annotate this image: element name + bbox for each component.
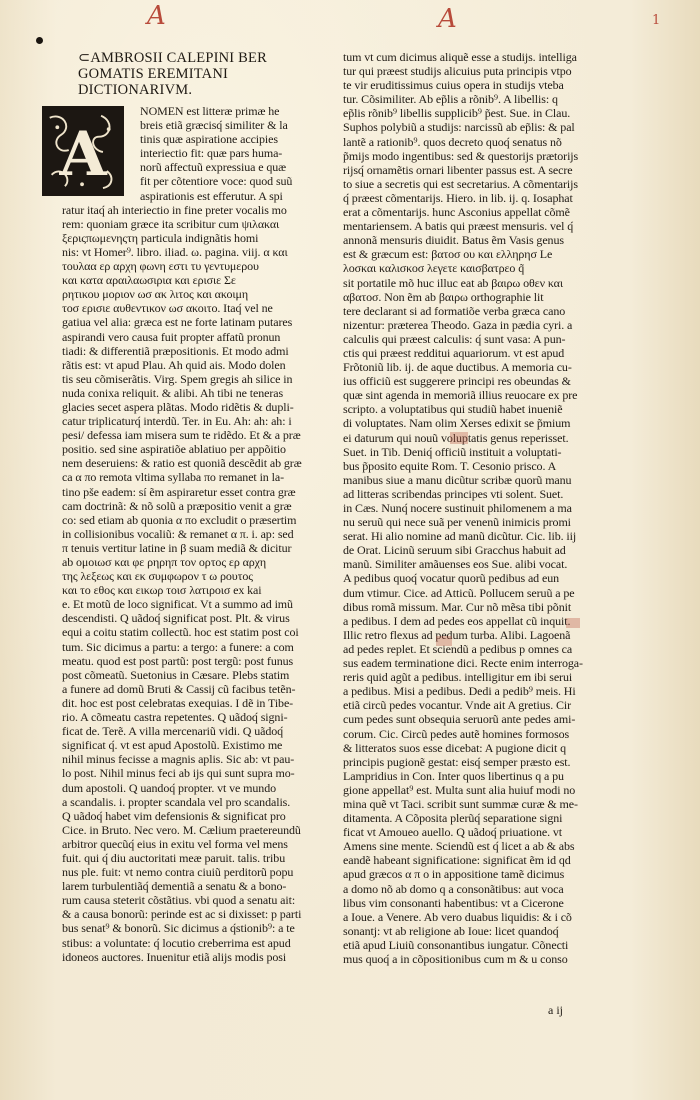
- text-line: larem turbulentiãq́ dementiã a senatu & a bono-: [62, 879, 287, 894]
- text-line: tum vt cum dicimus aliquẽ esse a studijs. intelliga: [343, 50, 577, 64]
- text-line: p̃mijs modo ingentibus: sed & questorijs prætorijs: [343, 148, 579, 163]
- text-line: fit per cõtentiore voce: quod suũ: [140, 174, 293, 189]
- text-line: bus p̃posito equite Rom. T. Cesonio prisco. A: [343, 458, 557, 473]
- text-line: & a causa bonorũ: perinde est ac si dixisset: p parti: [62, 907, 302, 922]
- text-line: eandẽ habeant significatione: significat ẽm id qd: [343, 853, 571, 868]
- ink-touch: [450, 432, 468, 444]
- text-line: gatiua vel alia: græca est ne forte latinam putares: [62, 315, 293, 330]
- text-line: ei daturum qui nouũ voluptatis genus reperisset.: [343, 430, 569, 445]
- text-line: ad pedes replet. Et sciendũ a pedibus p omnes ca: [343, 641, 573, 656]
- left-text-block: [62, 104, 310, 964]
- text-line: lantẽ a rationib⁹. quos decreto quoq́ senatus nõ: [343, 134, 562, 149]
- text-line: principis pugionẽ gestat: eisq́ semper præsto est.: [343, 754, 571, 769]
- text-line: serat. Hi alio nomine ad manũ dicũtur. Cic. lib. iij: [343, 529, 577, 544]
- text-line: scripto. a voluptatibus qui studiũ habet inueniẽ: [343, 402, 563, 417]
- ink-touch: [436, 636, 452, 646]
- text-line: ditamenta. A Cõposita plerũq́ separatione signi: [343, 811, 563, 826]
- text-line: nem deseruiens: & ratio est quoniã descẽdit ab græ: [62, 456, 302, 471]
- text-line: tur. Cõsimiliter. Ab ep̃lis a rõnib⁹. A libellis: q: [343, 92, 558, 107]
- text-line: A pedibus quoq́ vocatur quorũ pedibus ad eun: [343, 571, 559, 586]
- text-line: q́ præest cõmentarijs. Hiero. in lib. ij. q. Iosaphat: [343, 190, 573, 205]
- text-line: ad litteras scribendas principes vti solent. Suet.: [343, 486, 564, 501]
- text-line: co: sed etiam ab quonia α πο excludit o præsertim: [62, 512, 297, 527]
- text-line: idoneos auctores. Inuenitur etiã alijs modis posi: [62, 949, 287, 964]
- text-line: & litteratos suos esse dicebat: A pugione dicit q: [343, 740, 567, 755]
- title-line-2: GOMATIS EREMITANI: [78, 66, 229, 82]
- text-line: mentariensem. A batis qui præest mensuris. vel q́: [343, 219, 574, 234]
- text-line: ficat de. Terẽ. A villa mercenariũ vidi. Q uãdoq́: [62, 724, 284, 739]
- text-line: a pedibus. Misi a pedibus. Dedi a pedib⁹ meis. Hi: [343, 684, 576, 699]
- text-line: Suphos polybiũ a studijs: narcissũ ab ep̃lis: & pal: [343, 120, 575, 135]
- text-line: norũ affectuũ expressiua e quæ: [140, 160, 287, 175]
- text-line: tis seu cõmiserãtis. Virg. Spem gregis ah silice in: [62, 371, 293, 386]
- text-line: dum apostoli. Q uandoq́ propter. vt ve mundo: [62, 780, 277, 795]
- text-line: tinis quæ aspiratione accipies: [140, 132, 278, 147]
- text-line: reris quid agũt a pedibus. intelligitur em ibi serui: [343, 670, 573, 685]
- text-line: nis: vt Homer⁹. libro. iliad. ω. pagina. viij. α και: [62, 244, 288, 259]
- text-line: stibus: a voluntate: q́ locutio creberrima est apud: [62, 935, 291, 950]
- text-line: τοσ ερισιε αυθεντικον ωσ ακοιτο. Itaq́ vel ne: [62, 301, 273, 316]
- text-line: de Orat. Licinũ seruum sibi Gracchus habuit ad: [343, 543, 566, 558]
- title-block: [78, 50, 310, 98]
- text-line: aspirandi vero causa fuit propter affatũ pronun: [62, 329, 281, 344]
- text-line: manibus siue a manu dicũtur scribæ quorũ manu: [343, 472, 572, 487]
- text-line: ab ομοιωσ και φε ρηρηπ τον ορτος ερ αρχη: [62, 555, 267, 569]
- text-line: Illic retro flexus ad pedum turba. Alibi. Lagoenã: [343, 627, 571, 642]
- text-line: etiã circũ pedes vocantur. Vnde ait A gretius. Cir: [343, 698, 572, 713]
- text-line: sonantj: vt ab religione ab Ioue: licet quandoq́: [343, 923, 559, 938]
- text-line: ρητικου μοριον ωσ ακ λιτος και ακοιμη: [62, 287, 249, 302]
- text-line: dum vtimur. Cice. ad Atticũ. Pollucem seruũ a pe: [343, 585, 575, 600]
- text-line: libus vim consonanti habentibus: vt a Cicerone: [343, 895, 564, 910]
- text-line: positio. sed sine aspiratiõe ablatiuo per appõitio: [62, 442, 286, 457]
- text-line: και κατα αραιλαωσιρια και ερισιε Σε: [62, 273, 236, 288]
- text-line: gione appellat⁹ est. Multa sunt alia huiuf modi no: [343, 782, 576, 797]
- right-column: [343, 50, 634, 966]
- text-line: equi a coitu statim collectũ. hoc est statim post coi: [62, 625, 299, 640]
- text-line: ξεριςπωμενηςτη particula indignãtis homi: [62, 230, 259, 245]
- folio-mark: 1: [652, 13, 661, 28]
- text-line: te vir eruditissimus cuius opera in studijs vteba: [343, 78, 564, 93]
- text-line: sit portatile mõ huc illuc eat ab βαιρω οθεν και: [343, 275, 564, 290]
- text-line: di voluptates. Nam olim Xerses edixit se p̃mium: [343, 416, 571, 431]
- text-line: significat q́. vt est apud Apostolũ. Existimo me: [62, 738, 283, 753]
- text-line: meatu. quod est post partũ: post tergũ: post funus: [62, 653, 294, 668]
- ink-touch: [566, 618, 580, 628]
- text-line: a domo nõ ab domo q a consonãtibus: aut voca: [343, 881, 564, 896]
- text-line: ficat vt Amoueo auello. Q uãdoq́ priuatione. vt: [343, 825, 563, 840]
- text-line: e. Et motũ de loco significat. Vt a summo ad imũ: [62, 597, 293, 612]
- text-line: descendisti. Q uãdoq́ significat post. Plt. & virus: [62, 611, 290, 626]
- text-line: etiã apud Liuiũ consonantibus iungatur. Cõnecti: [343, 937, 569, 952]
- signature-mark: a ij: [548, 1003, 563, 1017]
- text-line: cum pedes sunt obsequia seruorũ ante pedes ami-: [343, 712, 576, 727]
- text-line: nizentur: præterea Theodo. Gaza in pædia cyri. a: [343, 317, 573, 332]
- text-line: lo post. Nihil minus feci ab ijs qui sunt supra mo-: [62, 766, 295, 781]
- text-line: a scandalis. i. propter scandala vel pro scandalis.: [62, 794, 291, 809]
- text-line: Frõtoniũ lib. ij. de aque ductibus. A memoria cu-: [343, 360, 572, 375]
- decorated-initial-graphic: [44, 108, 122, 194]
- text-line: Cice. in Bruto. Nec vero. M. Cælium praetereundũ: [62, 822, 301, 837]
- text-line: mina quẽ vt Taci. scribit sunt summæ curæ & me-: [343, 796, 578, 811]
- text-line: to siue a secretis qui est secretarius. A cõmentarijs: [343, 176, 578, 191]
- initial-letter: A: [59, 118, 107, 190]
- text-line: erat a cõmentarijs. hunc Asconius appellat cõmẽ: [343, 205, 570, 220]
- text-line: τουλαα ερ αρχη φωνη εστι τυ γεντυμερου: [62, 259, 259, 274]
- text-line: breis etiã græcisq́ similiter & la: [140, 118, 288, 133]
- text-line: catur triplicaturq́ interdũ. Ter. in Eu. Ah: ah: ah: i: [62, 414, 292, 429]
- text-line: tino pše eadem: sí ẽm aspiraretur esset contra græ: [62, 484, 296, 499]
- text-line: nihil minus fecisse a magnis aplis. Sic ab: vt pau-: [62, 752, 295, 767]
- text-line: fuit. qui q́ diu auctoritati meæ paruit. talis. tribu: [62, 850, 286, 865]
- text-line: a Ioue. a Venere. Ab vero duabus liquidis: & i cõ: [343, 909, 572, 924]
- text-line: a funere ad domũ Bruti & Cassij cũ facibus tetẽn-: [62, 681, 296, 696]
- text-line: corum. Cic. Circũ pedes autẽ homines formosos: [343, 726, 570, 741]
- right-text-block: [343, 50, 634, 966]
- text-line: rem: quoniam græce ita scribitur cum ψιλακαι: [62, 216, 280, 231]
- text-line: glacies secet aspera plãtas. Modo ridẽtis & dupli-: [62, 399, 294, 414]
- text-line: calculis qui præest calculis: q́ sunt vasa: A pun-: [343, 331, 566, 346]
- text-line: sus eadem terminatione dici. Recte enim interroga-: [343, 656, 583, 671]
- text-line: pesi/ defessa iam misera sum te ridẽdo. Et & a præ: [62, 428, 301, 443]
- text-line: tum. Sic dicimus a partu: a tergo: a funere: a com: [62, 639, 294, 654]
- left-column: [59, 50, 310, 964]
- title-line-1: ⊂AMBROSII CALEPINI BER: [78, 50, 267, 66]
- text-line: και το εθος και εικωρ τοισ λατιροισ ex kai: [62, 583, 262, 598]
- text-line: π tenuis vertitur latine in β suam mediã & dicitur: [62, 540, 292, 555]
- text-line: nus ple. fuit: vt nemo contra ciuiũ perditorũ popu: [62, 865, 294, 880]
- text-line: nu seruũ qui nece suã per venenũ inimicis promi: [343, 515, 571, 530]
- marginal-letter-center: A: [438, 4, 457, 34]
- text-line: a pedibus. I dem ad pedes eos appellat cũ inquit.: [343, 613, 571, 628]
- text-line: interiectio fit: quæ pars huma-: [140, 146, 283, 161]
- text-line: ctis qui præest redditui aquariorum. vt est apud: [343, 345, 565, 360]
- text-line: Lampridius in Con. Inter quos libertinus q a pu: [343, 768, 564, 783]
- text-line: mus quoq́ a in cõpositionibus cum m & u conso: [343, 952, 568, 966]
- text-line: της λεξεως και εκ συμφωρον τ ω ρουτος: [62, 569, 253, 584]
- text-line: ratur itaq́ ah interiectio in fine preter vocalis mo: [62, 202, 287, 217]
- text-line: post cõmeatũ. Suetonius in Cæsare. Plebs statim: [62, 667, 290, 682]
- text-line: quæ sint agenda in memoriã illius reuocare ex pre: [343, 388, 578, 403]
- text-line: dibus romã missum. Mar. Cur nõ mẽsa tibi põnit: [343, 599, 572, 614]
- marginal-letter-left: A: [147, 1, 166, 31]
- text-line: Amens sine mente. Sciendũ est q́ licet a ab & abs: [343, 839, 575, 854]
- text-line: Q uãdoq́ habet vim defensionis & significat pro: [62, 808, 286, 823]
- text-line: in collisionibus vocaliũ: & remanet α π. i. ap: sed: [62, 526, 294, 541]
- text-line: αβατοσ. Non ẽm ab βαιρω orthographie lit: [343, 289, 544, 304]
- text-line: rio. A cõmeatu castra repetentes. Q uãdoq́ signi-: [62, 710, 288, 725]
- text-line: rum causa steterit cõstãtius. vbi quod a senatu ait:: [62, 893, 296, 908]
- text-line: tere declarant si ad formatiõe verba græca cano: [343, 303, 566, 318]
- text-line: rijsq́ ornamẽtis ornari libenter passus est. A secre: [343, 162, 573, 177]
- text-line: ca α πο remota vltima syllaba πο remanet in la-: [62, 470, 284, 485]
- text-line: arbitror quecũq́ eius in exitu vel forma vel mens: [62, 836, 288, 851]
- text-line: manũ. Similiter amãuenses eos Sue. alibi vocat.: [343, 557, 568, 572]
- text-line: tur qui præest studijs alicuius puta principis vtpo: [343, 64, 572, 79]
- text-line: ius officiũ est suggerere principi res obeundas &: [343, 374, 571, 389]
- text-line: annonã mensuris diuidit. Batus ẽm Vasis genus: [343, 233, 564, 248]
- text-line: apud græcos α π ο in appositione tamẽ dicimus: [343, 867, 565, 882]
- text-line: bus senat⁹ & bonorũ. Sic dicimus a q́stionib⁹: a te: [62, 921, 295, 936]
- text-line: rãtis est: vt apud Plau. Ah quid ais. Modo dolen: [62, 357, 286, 372]
- decorated-initial: [42, 106, 124, 196]
- text-line: in Cæs. Nunq́ nocere sustinuit philomenem a ma: [343, 501, 572, 515]
- text-line: λοσκαι καλισκοσ λεγετε καισβατρεο q̃: [343, 261, 525, 276]
- text-line: cam doctrinã: & nõ solũ a præpositio venit a græ: [62, 498, 292, 513]
- text-line: aspirationis est efferutur. A spi: [140, 188, 283, 203]
- title-line-3: DICTIONARIVM.: [78, 82, 193, 98]
- text-line: ep̃lis rõnib⁹ libellis supplicib⁹ p̃est. Sue. in Clau.: [343, 106, 571, 121]
- text-line: NOMEN est litteræ primæ he: [140, 104, 280, 118]
- text-line: est & græcum est: βατοσ ου και ελληρησ Le: [343, 247, 553, 262]
- text-line: tiadi: & differentiã præpositionis. Et modo admi: [62, 343, 289, 358]
- text-line: Suet. in Tib. Deniq́ officiũ instituit a voluptati-: [343, 444, 562, 459]
- text-line: nuda conixa reliquit. & alibi. Ah tibi ne teneras: [62, 385, 284, 400]
- ink-bullet: [36, 37, 43, 44]
- text-line: dit. hoc est post celebratas exequias. I dẽ in Tibe-: [62, 695, 294, 710]
